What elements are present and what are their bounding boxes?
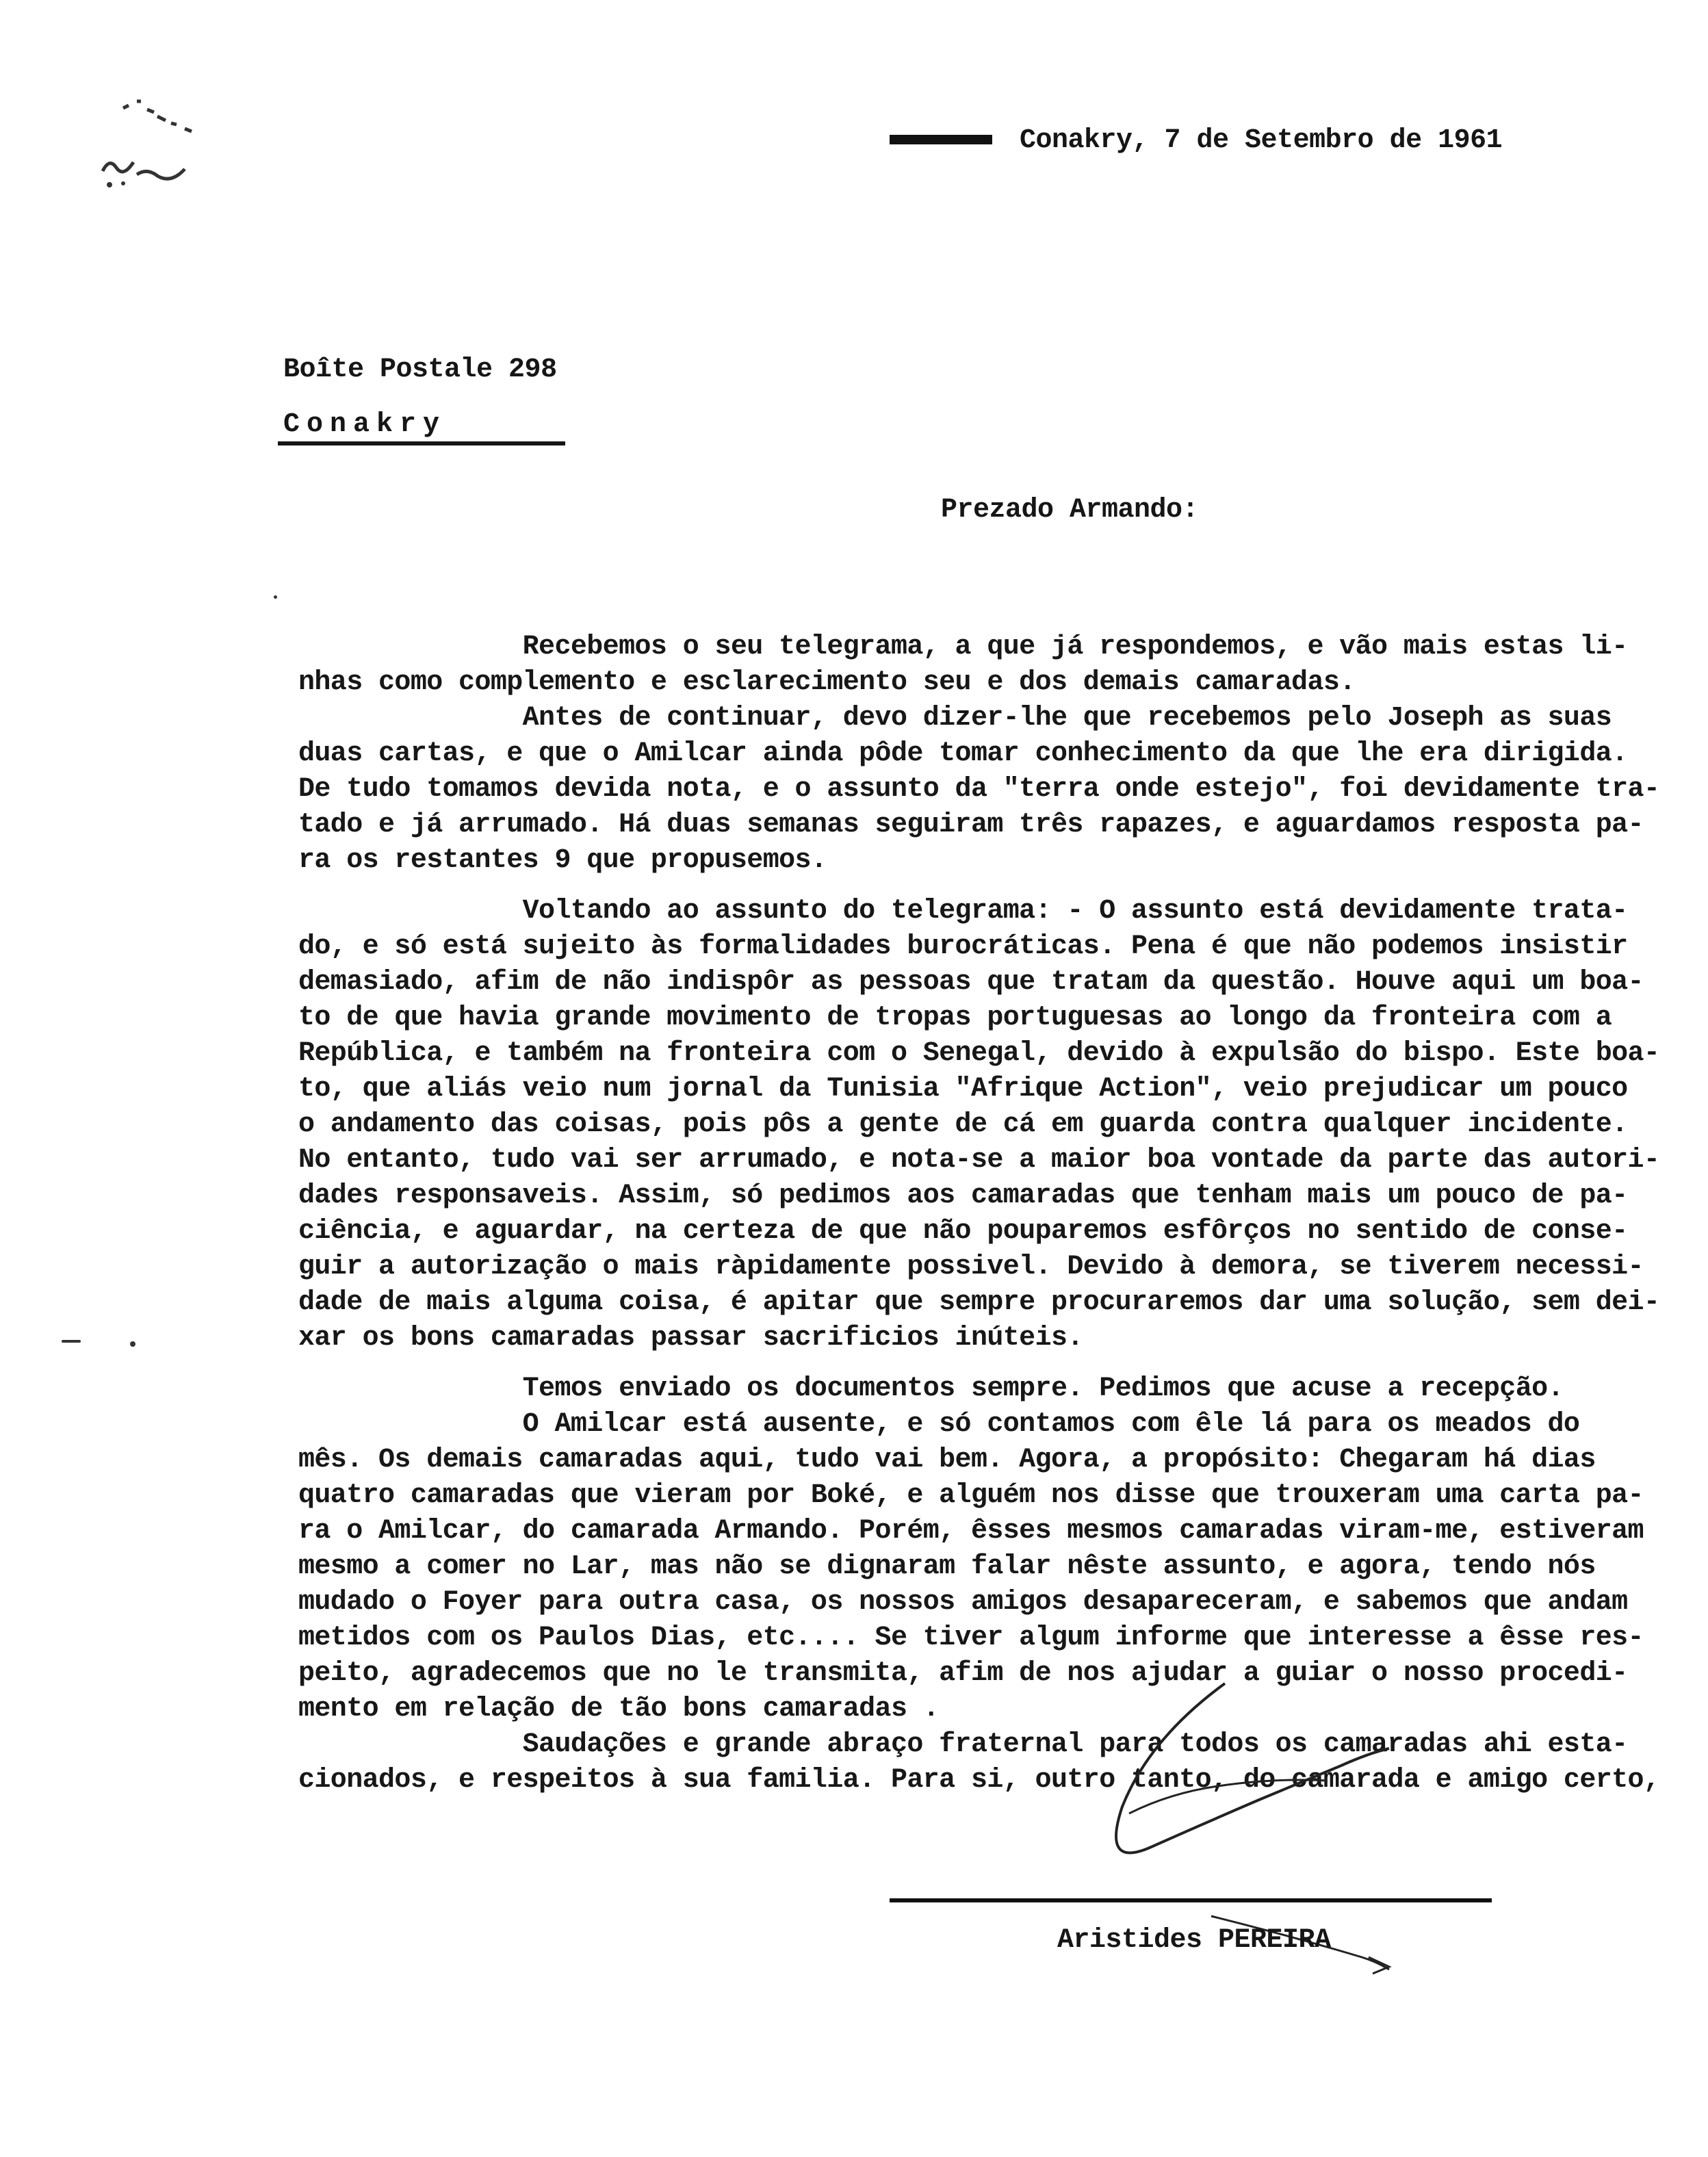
struck-out-text [890,135,992,144]
signature-line [890,1898,1492,1902]
body-line: Antes de continuar, devo dizer-lhe que recebemos pelo Joseph as suas [298,703,1612,734]
body-line: guir a autorização o mais ràpidamente possivel. Devido à demora, se tiverem necessi- [298,1252,1644,1282]
body-line: peito, agradecemos que no le transmita, afim de nos ajudar a guiar o nosso procedi- [298,1658,1628,1689]
body-line: duas cartas, e que o Amilcar ainda pôde tomar conhecimento da que lhe era dirigida. [298,738,1628,769]
body-line: mesmo a comer no Lar, mas não se dignaram falar nêste assunto, e agora, tendo nós [298,1551,1596,1582]
body-line: Recebemos o seu telegrama, a que já respondemos, e vão mais estas li- [298,632,1628,662]
stray-mark [274,595,277,599]
dateline [890,123,1502,159]
letter-body [298,630,1660,1798]
paragraph-3 [298,894,1660,1356]
body-line: De tudo tomamos devida nota, e o assunto da "terra onde estejo", foi devidamente tra- [298,774,1660,805]
paragraph-gap [298,1356,1660,1371]
body-line: dade de mais alguma coisa, é apitar que sempre procuraremos dar uma solução, sem dei- [298,1287,1660,1318]
body-line: tado e já arrumado. Há duas semanas seguiram três rapazes, e aguardamos resposta pa- [298,810,1644,840]
stray-mark [130,1341,135,1347]
body-line: demasiado, afim de não indispôr as pessoas que tratam da questão. Houve aqui um boa- [298,967,1644,998]
body-line: mês. Os demais camaradas aqui, tudo vai bem. Agora, a propósito: Chegaram há dias [298,1445,1596,1475]
body-line: nhas como complemento e esclarecimento seu e dos demais camaradas. [298,667,1356,698]
handwritten-corner-marks [82,89,233,212]
paragraph-gap [298,879,1660,894]
address-line-1: Boîte Postale 298 [283,354,557,385]
body-line: metidos com os Paulos Dias, etc.... Se tiver algum informe que interesse a êsse res- [298,1623,1644,1653]
dateline-text: Conakry, 7 de Setembro de 1961 [1020,125,1503,156]
signature-name: Aristides PEREIRA [1057,1925,1331,1956]
body-line: mudado o Foyer para outra casa, os nossos amigos desapareceram, e sabemos que andam [298,1587,1628,1618]
body-line: xar os bons camaradas passar sacrificios inúteis. [298,1323,1083,1354]
body-line: O Amilcar está ausente, e só contamos com êle lá para os meados do [298,1409,1580,1440]
body-line: cionados, e respeitos à sua familia. Para si, outro tanto, do camarada e amigo certo, [298,1765,1660,1796]
body-line: do, e só está sujeito às formalidades burocráticas. Pena é que não podemos insistir [298,931,1628,962]
body-line: mento em relação de tão bons camaradas . [298,1694,940,1725]
body-line: dades responsaveis. Assim, só pedimos aos camaradas que tenham mais um pouco de pa- [298,1180,1628,1211]
body-line: ra o Amilcar, do camarada Armando. Porém, êsses mesmos camaradas viram-me, estiveram [298,1516,1644,1547]
address-line-2: Conakry [283,409,447,440]
body-line: Saudações e grande abraço fraternal para todos os camaradas ahi esta- [298,1729,1628,1760]
body-line: República, e também na fronteira com o Senegal, devido à expulsão do bispo. Este boa- [298,1038,1660,1069]
body-line: ra os restantes 9 que propusemos. [298,845,827,876]
paragraph-2 [298,701,1660,879]
body-line: to, que aliás veio num jornal da Tunisia "Afrique Action", veio prejudicar um pouco [298,1074,1628,1105]
paragraph-1 [298,630,1660,701]
address-underline [278,441,565,445]
body-line: o andamento das coisas, pois pôs a gente de cá em guarda contra qualquer incidente. [298,1109,1628,1140]
salutation: Prezado Armando: [941,495,1199,526]
body-line: No entanto, tudo vai ser arrumado, e nota-se a maior boa vontade da parte das autori- [298,1145,1660,1176]
body-line: quatro camaradas que vieram por Boké, e alguém nos disse que trouxeram uma carta pa- [298,1480,1644,1511]
body-line: to de que havia grande movimento de tropas portuguesas ao longo da fronteira com a [298,1003,1612,1033]
body-line: ciência, e aguardar, na certeza de que não pouparemos esfôrços no sentido de conse- [298,1216,1628,1247]
body-line: Voltando ao assunto do telegrama: - O assunto está devidamente trata- [298,896,1628,927]
body-line: Temos enviado os documentos sempre. Pedimos que acuse a recepção. [298,1373,1564,1404]
stray-mark [62,1340,81,1343]
